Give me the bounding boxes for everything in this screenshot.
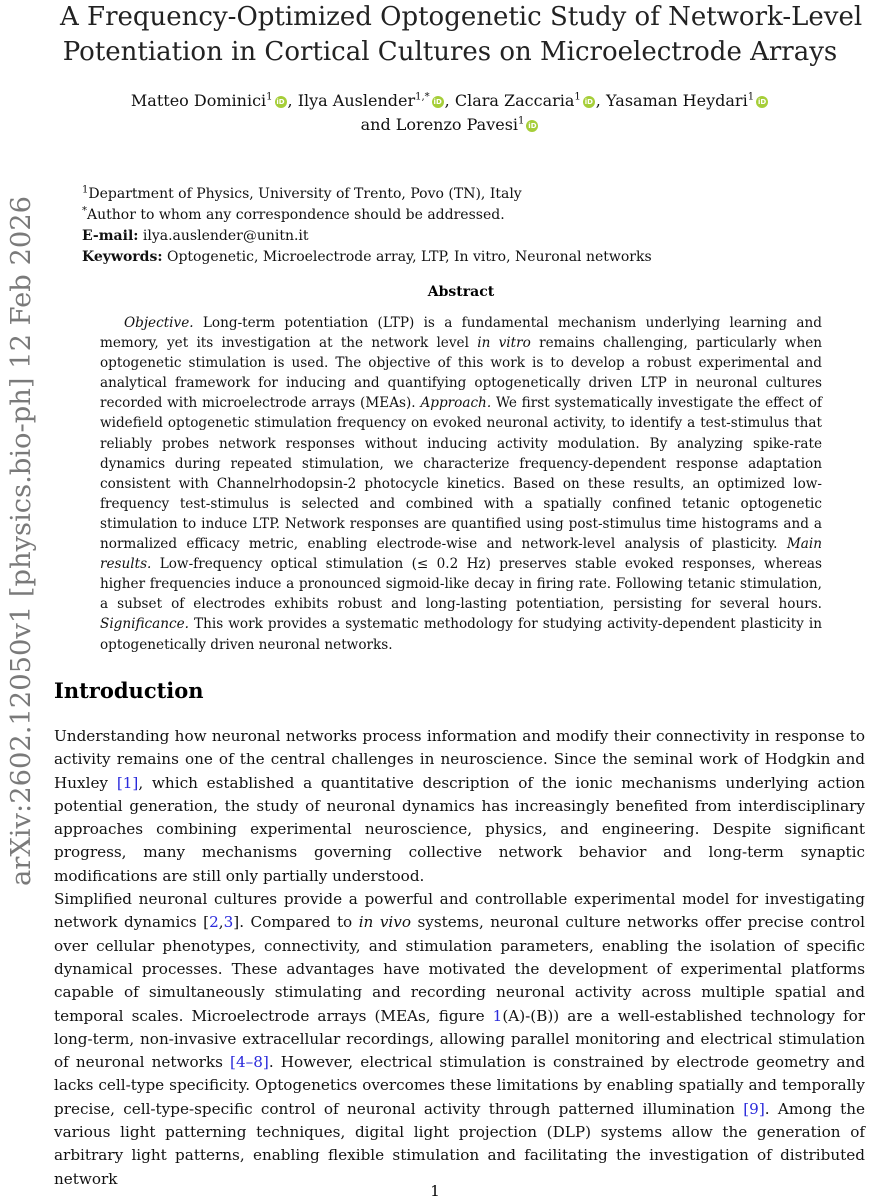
abstract-text: This work provides a systematic methodology for studying activity-dependent plasticity in optogenetically driven neuronal networks. — [100, 616, 822, 653]
affiliation-line — [82, 184, 782, 205]
citation-link[interactable]: [4–8] — [230, 1053, 269, 1072]
orcid-icon[interactable]: iD — [757, 98, 767, 106]
author-affiliation-mark: 1 — [266, 91, 273, 103]
abstract-paragraph — [100, 313, 822, 655]
body-text: systems, neuronal culture networks offer precise control over cellular phenotypes, connectivity, and stimulation parameters, enabling the isolation of specific dynamical processes. These advantages have motivated the development of experimental platforms capable of simultaneously stimulating and recording neuronal activity across multiple spatial and temporal scales. Microelectrode arrays (MEAs, figure — [54, 913, 865, 1025]
department: Department of Physics, University of Trento, Povo (TN), Italy — [88, 186, 522, 202]
figure-link[interactable]: 1 — [492, 1006, 503, 1025]
body-text: (A)-(B)) are a well-established technology for long-term, non-invasive extracellular recordings, allowing parallel monitoring and electrical stimulation of neuronal networks — [54, 1006, 865, 1072]
arxiv-stamp-text: arXiv:2602.12050v1 [physics.bio-ph] 12 Feb 2026 — [6, 204, 37, 886]
email-line — [82, 226, 782, 247]
author-affiliation-mark: 1,* — [415, 91, 430, 103]
author-conjunction: and — [360, 115, 391, 134]
abstract-text: Low-frequency optical stimulation (≤ 0.2 Hz) preserves stable evoked responses, whereas higher frequencies induce a pronounced sigmoid-like decay in firing rate. Following tetanic stimulation, a subset of electrodes exhibits robust and long-lasting potentiation, persisting for several hours. — [100, 556, 822, 613]
keywords-label: Keywords: — [82, 249, 163, 265]
citation-bracket: [ — [203, 913, 210, 932]
citation-link[interactable]: 3 — [223, 913, 234, 932]
orcid-icon[interactable]: iD — [276, 98, 285, 106]
objective-label: Objective. — [124, 315, 194, 331]
body-text: . However, electrical stimulation is constrained by electrode geometry and lacks cell-type specificity. Optogenetics overcomes these limitations by enabling spatially and temporally precise, cell-type-specific control of neuronal activity through patterned illumination — [54, 1053, 866, 1118]
author-name: Matteo Dominici — [130, 91, 267, 110]
author-name: Clara Zaccaria — [454, 91, 575, 110]
orcid-icon[interactable]: iD — [528, 122, 537, 130]
arxiv-identifier-stamp[interactable] — [0, 0, 40, 900]
introduction-body — [54, 725, 865, 1191]
abstract-text: remains challenging, particularly when optogenetic stimulation is used. The objective of this work is to develop a robust experimental and analytical framework for inducing and quantifying optogenetically driven LTP in neuronal cultures recorded with microelectrode arrays (MEAs). — [100, 335, 823, 412]
citation-separator: , — [218, 913, 224, 932]
citation-bracket: ] — [233, 913, 240, 932]
body-text: Simplified neuronal cultures provide a powerful and controllable experimental model for investigating network dynamics — [54, 890, 865, 932]
abstract-emphasis: in vitro — [477, 335, 531, 352]
abstract-text: Long-term potentiation (LTP) is a fundamental mechanism underlying learning and memory, yet its investigation at the network level — [100, 315, 822, 352]
orcid-icon[interactable]: iD — [584, 98, 593, 106]
section-heading-introduction: Introduction — [54, 678, 204, 703]
email-address[interactable]: ilya.auslender@unitn.it — [142, 228, 309, 244]
body-text: . Among the various light patterning techniques, digital light projection (DLP) systems allow the generation of arbitrary light patterns, enabling flexible stimulation and facilitating the investigation of distributed network — [54, 1099, 866, 1188]
affiliation-mark: 1 — [82, 184, 89, 196]
approach-label: Approach. — [420, 395, 492, 412]
body-text: . Compared to — [239, 913, 353, 932]
orcid-icon[interactable]: iD — [433, 98, 442, 106]
author-affiliation-mark: 1 — [518, 115, 525, 127]
abstract-body — [100, 313, 822, 655]
affiliation-block — [82, 184, 782, 268]
email-label: E-mail: — [82, 228, 139, 244]
paper-title — [60, 0, 863, 70]
keywords-line — [82, 247, 782, 268]
body-text: , which established a quantitative description of the ionic mechanisms underlying action potential generation, the study of neuronal dynamics has increasingly benefited from interdisciplinary approaches combining experimental neuroscience, physics, and engineering. Despite significant progress, many mechanisms governing collective network behavior and long-term synaptic modifications are still only partially understood. — [54, 773, 865, 885]
title-line-2: Potentiation in Cortical Cultures on Microelectrode Arrays — [62, 37, 838, 67]
author-affiliation-mark: 1 — [574, 91, 581, 103]
results-label: Main results. — [100, 536, 822, 573]
body-paragraph — [54, 888, 865, 1191]
significance-label: Significance. — [100, 616, 189, 633]
citation-link[interactable]: [1] — [116, 773, 139, 792]
author-name: Yasaman Heydari — [605, 91, 748, 110]
author-line-2 — [60, 113, 840, 137]
keywords: Optogenetic, Microelectrode array, LTP, In vitro, Neuronal networks — [166, 249, 652, 265]
correspondence-line — [82, 205, 782, 226]
body-emphasis: in vivo — [358, 913, 411, 932]
citation-link[interactable]: 2 — [209, 913, 219, 932]
author-list — [60, 89, 840, 137]
abstract-heading: Abstract — [427, 284, 495, 300]
body-text: Understanding how neuronal networks process information and modify their connectivity in response to activity remains one of the central challenges in neuroscience. Since the seminal work of Hodgkin and Huxley — [54, 727, 865, 792]
author-name: Ilya Auslender — [297, 91, 416, 110]
correspondence-mark: * — [82, 205, 87, 217]
author-affiliation-mark: 1 — [747, 91, 755, 103]
citation-link[interactable]: [9] — [743, 1099, 765, 1118]
title-line-1: A Frequency-Optimized Optogenetic Study of Network-Level — [60, 2, 863, 32]
page-number: 1 — [430, 1182, 440, 1200]
body-paragraph — [54, 725, 865, 888]
abstract-text: We first systematically investigate the effect of widefield optogenetic stimulation frequency on evoked neuronal activity, to identify a test-stimulus that reliably probes network responses without inducing activity modulation. By analyzing spike-rate dynamics during repeated stimulation, we characterize frequency-dependent response adaptation consistent with Channelrhodopsin-2 photocycle kinetics. Based on these results, an optimized low-frequency test-stimulus is selected and combined with a spatially confined tetanic optogenetic stimulation to induce LTP. Network responses are quantified using post-stimulus time histograms and a normalized efficacy metric, enabling electrode-wise and network-level analysis of plasticity. — [100, 395, 822, 553]
author-line-1: Matteo Dominici$^1$ iD , Ilya Auslender$^{1,*}$ iD , Clara Zaccaria$^1$ iD , Yasaman Heydari$^1$ iD — [130, 91, 767, 110]
correspondence-note: Author to whom any correspondence should be addressed. — [87, 207, 505, 223]
author-name: Lorenzo Pavesi — [395, 115, 519, 134]
